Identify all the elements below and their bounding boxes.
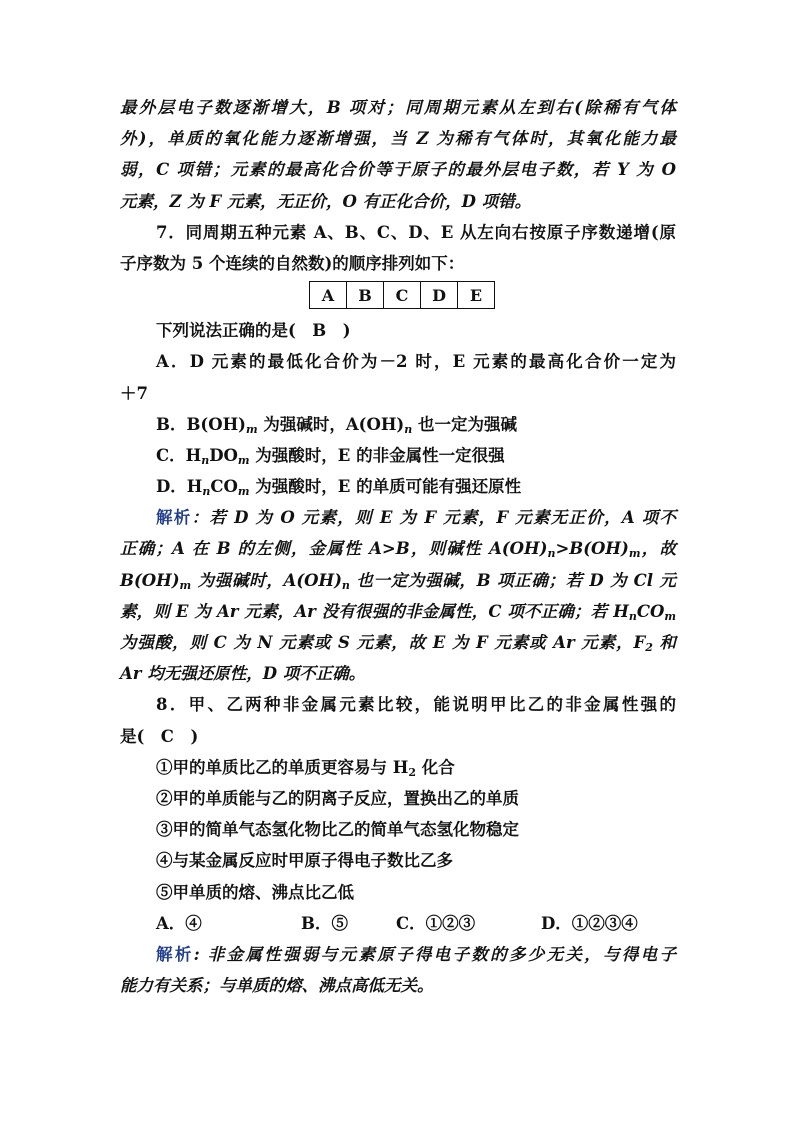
q7-explanation-line: 正确；A 在 B 的左侧，金属性 A>B，则碱性 $A(OH)_n>B(OH)_m$，故: [120, 539, 677, 561]
q7-explanation-line: 为强酸，则 C 为 N 元素或 S 元素，故 E 为 F 元素或 Ar 元素，$F_2$ 和: [120, 633, 676, 654]
q7-stem-line: 子序数为 5 个连续的自然数)的顺序排列如下：: [120, 253, 465, 273]
prev-explanation-line: 外)，单质的氧化能力逐渐增强，当 Z 为稀有气体时，其氧化能力最: [120, 129, 676, 149]
q7-explanation-line: $B(OH)_m$ 为强碱时，$A(OH)_n$ 也一定为强碱，B 项正确；若 D 为 Cl 元: [120, 570, 677, 592]
q8-choice-d: D．①②③④: [541, 913, 638, 933]
table-cell: B: [347, 282, 384, 309]
q8-choice-b: B．⑤: [301, 913, 348, 933]
explanation-head: 解析: [156, 944, 194, 964]
q7-prompt: 下列说法正确的是( B ): [156, 321, 351, 341]
prev-explanation-line: 元素，Z 为 F 元素，无正价，O 有正化合价，D 项错。: [120, 191, 532, 211]
explanation-head: 解析: [156, 508, 192, 528]
q8-item-5: ⑤甲单质的熔、沸点比乙低: [156, 882, 354, 902]
q8-choice-c: C．①②③: [396, 913, 476, 933]
q8-explanation-line: 能力有关系；与单质的熔、沸点高低无关。: [120, 976, 434, 996]
q8-choice-a: A．④: [156, 913, 202, 933]
prev-explanation-line: 最外层电子数逐渐增大，B 项对；同周期元素从左到右(除稀有气体: [120, 98, 676, 117]
q7-element-table: [309, 281, 495, 309]
q7-option-a: A．D 元素的最低化合价为－2 时，E 元素的最高化合价一定为: [156, 352, 676, 372]
q7-element-table-wrap: [120, 281, 676, 315]
q8-item-3: ③甲的简单气态氢化物比乙的简单气态氢化物稳定: [156, 820, 519, 840]
q7-explanation-line: 素，则 E 为 Ar 元素，Ar 没有很强的非金属性，C 项不正确；若 $H_nCO_m$: [120, 601, 676, 623]
q8-item-1: ①甲的单质比乙的单质更容易与 $H_2$ 化合: [156, 757, 455, 779]
table-cell: E: [458, 282, 495, 309]
table-cell: C: [384, 282, 421, 309]
q8-item-4: ④与某金属反应时甲原子得电子数比乙多: [156, 851, 453, 871]
document-page: [120, 92, 676, 1001]
q8-choices: [120, 908, 676, 939]
q7-option-a-cont: ＋7: [120, 383, 148, 403]
table-cell: D: [421, 282, 458, 309]
q7-explanation-line: 解析：若 D 为 O 元素，则 E 为 F 元素，F 元素无正价，A 项不: [156, 508, 677, 528]
q8-stem-line: 是( C ): [120, 726, 199, 746]
q8-explanation-line: 解析: 非金属性强弱与元素原子得电子数的多少无关，与得电子: [156, 944, 677, 964]
q7-option-b: B．$B(OH)_m$ 为强碱时，$A(OH)_n$ 也一定为强碱: [156, 414, 517, 436]
q7-stem-line: 7．同周期五种元素 A、B、C、D、E 从左向右按原子序数递增(原: [156, 222, 676, 242]
q7-option-c: C．$H_nDO_m$ 为强酸时，E 的非金属性一定很强: [156, 445, 505, 467]
prev-explanation-line: 弱，C 项错；元素的最高化合价等于原子的最外层电子数，若 Y 为 O: [120, 160, 676, 180]
q8-item-2: ②甲的单质能与乙的阴离子反应，置换出乙的单质: [156, 788, 519, 808]
q7-option-d: D．$H_nCO_m$ 为强酸时，E 的单质可能有强还原性: [156, 477, 522, 499]
q7-explanation-line: Ar 均无强还原性，D 项不正确。: [120, 664, 366, 684]
q8-stem-line: 8．甲、乙两种非金属元素比较，能说明甲比乙的非金属性强的: [156, 695, 676, 715]
table-cell: A: [310, 282, 347, 309]
